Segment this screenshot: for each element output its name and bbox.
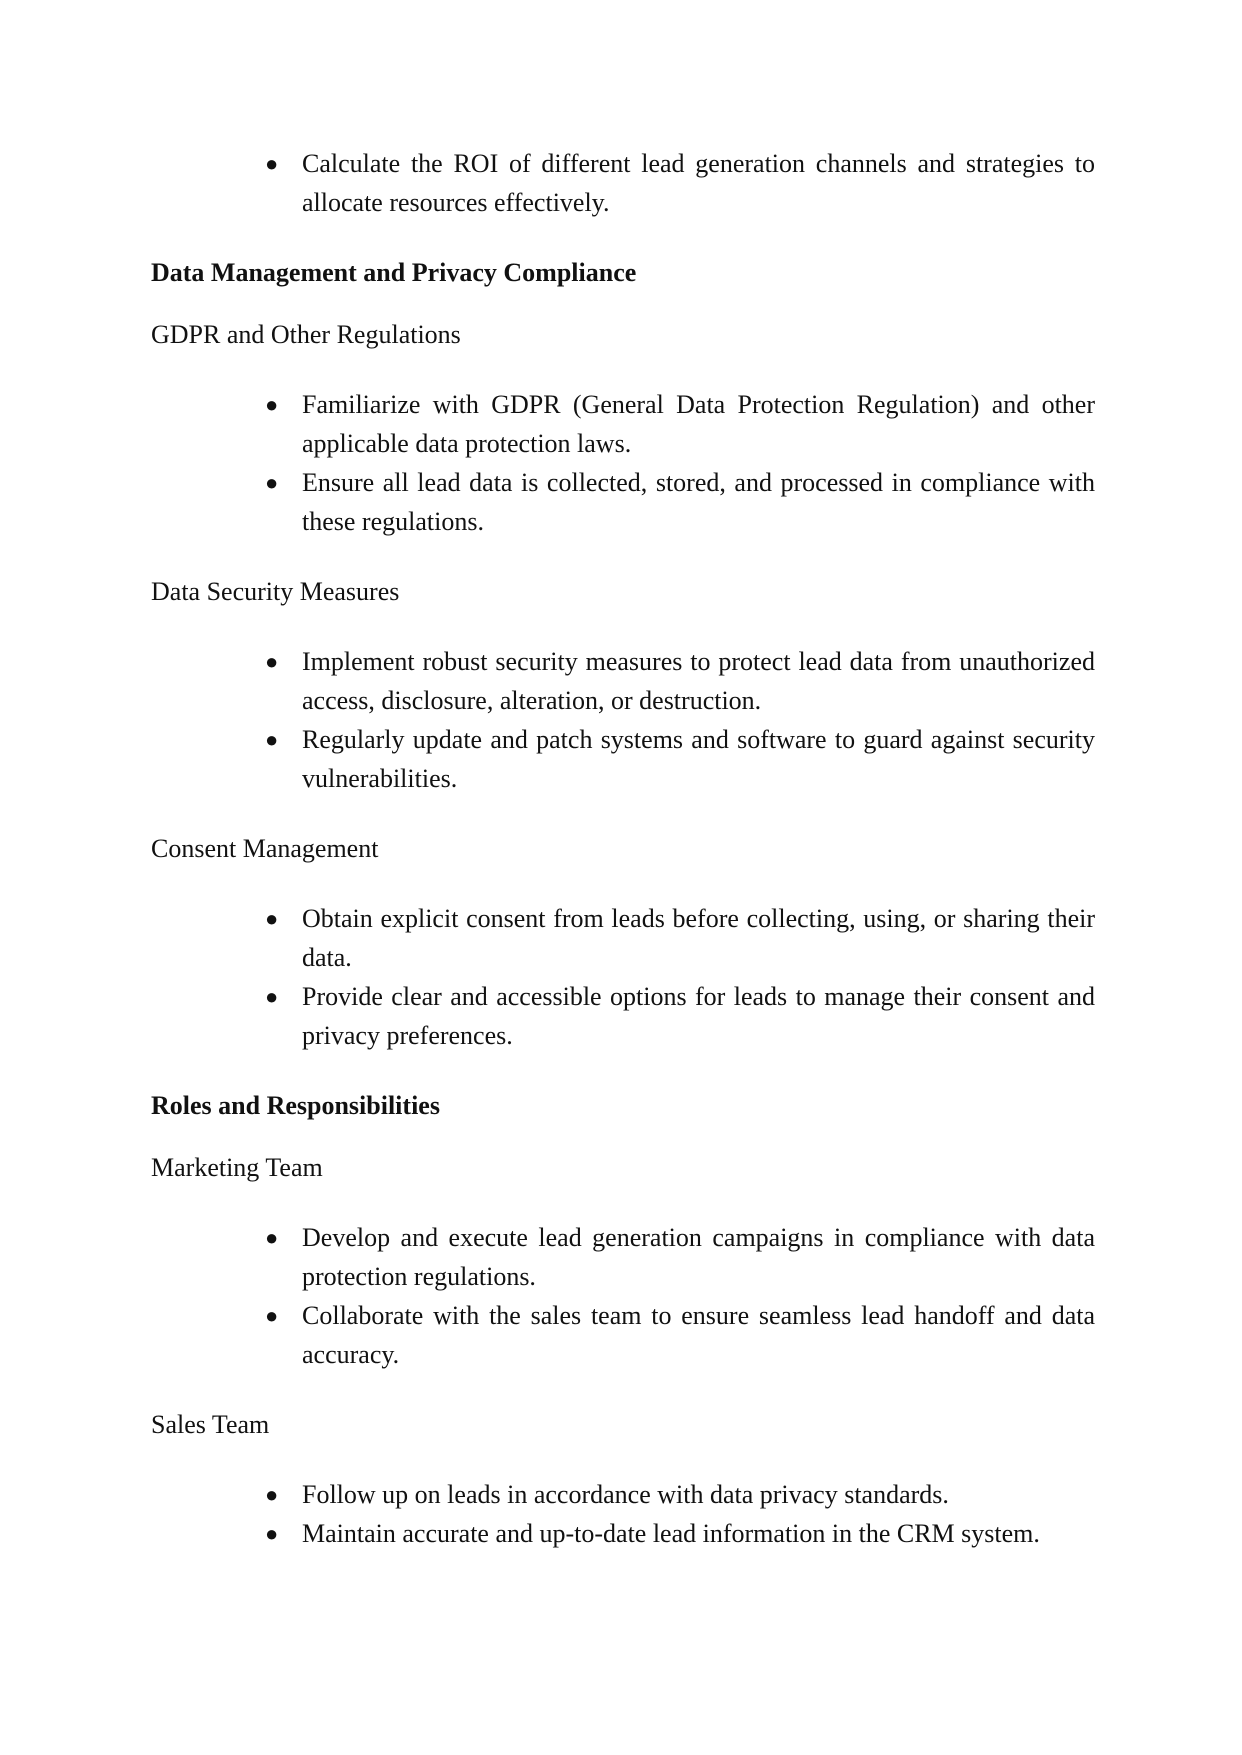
bullet-icon: ● <box>265 1225 279 1250</box>
bullet-icon: ● <box>265 984 279 1009</box>
list-item-text: Follow up on leads in accordance with data privacy standards. <box>302 1480 949 1509</box>
list-item <box>151 899 1095 977</box>
subheading-consent: Consent Management <box>151 834 379 863</box>
subheading-gdpr: GDPR and Other Regulations <box>151 320 461 349</box>
bullet-icon: ● <box>265 1303 279 1328</box>
list-item <box>151 720 1095 798</box>
list-item <box>151 1296 1095 1374</box>
bullet-icon: ● <box>265 470 279 495</box>
subheading-marketing-team: Marketing Team <box>151 1153 323 1182</box>
list-item-text: Maintain accurate and up-to-date lead information in the CRM system. <box>302 1519 1040 1548</box>
list-item <box>151 1475 1095 1514</box>
list-item-text: Familiarize with GDPR (General Data Protection Regulation) and other applicable data protection laws. <box>302 390 1095 458</box>
bullet-icon: ● <box>265 906 279 931</box>
bullet-icon: ● <box>265 649 279 674</box>
subheading-sales-team: Sales Team <box>151 1410 270 1439</box>
list-item <box>151 144 1095 222</box>
list-item <box>151 977 1095 1055</box>
bullet-icon: ● <box>265 1482 279 1507</box>
list-item <box>151 642 1095 720</box>
list-item-text: Calculate the ROI of different lead generation channels and strategies to allocate resources effectively. <box>302 149 1095 217</box>
list-item-text: Regularly update and patch systems and software to guard against security vulnerabilities. <box>302 725 1095 793</box>
list-item-text: Ensure all lead data is collected, stored, and processed in compliance with these regulations. <box>302 468 1095 536</box>
list-item <box>151 385 1095 463</box>
security-bullet-list <box>151 642 1095 798</box>
bullet-icon: ● <box>265 727 279 752</box>
list-item <box>151 1514 1095 1553</box>
section-heading-data-management: Data Management and Privacy Compliance <box>151 258 637 287</box>
page-content <box>151 144 1095 1553</box>
bullet-icon: ● <box>265 392 279 417</box>
sales-bullet-list <box>151 1475 1095 1553</box>
bullet-icon: ● <box>265 1521 279 1546</box>
section-heading-roles: Roles and Responsibilities <box>151 1091 440 1120</box>
intro-bullet-list <box>151 144 1095 222</box>
list-item <box>151 463 1095 541</box>
list-item <box>151 1218 1095 1296</box>
consent-bullet-list <box>151 899 1095 1055</box>
gdpr-bullet-list <box>151 385 1095 541</box>
list-item-text: Develop and execute lead generation campaigns in compliance with data protection regulations. <box>302 1223 1095 1291</box>
list-item-text: Provide clear and accessible options for leads to manage their consent and privacy preferences. <box>302 982 1095 1050</box>
list-item-text: Implement robust security measures to protect lead data from unauthorized access, disclosure, alteration, or destruction. <box>302 647 1095 715</box>
list-item-text: Obtain explicit consent from leads before collecting, using, or sharing their data. <box>302 904 1095 972</box>
bullet-icon: ● <box>265 151 279 176</box>
list-item-text: Collaborate with the sales team to ensure seamless lead handoff and data accuracy. <box>302 1301 1095 1369</box>
subheading-data-security: Data Security Measures <box>151 577 400 606</box>
marketing-bullet-list <box>151 1218 1095 1374</box>
